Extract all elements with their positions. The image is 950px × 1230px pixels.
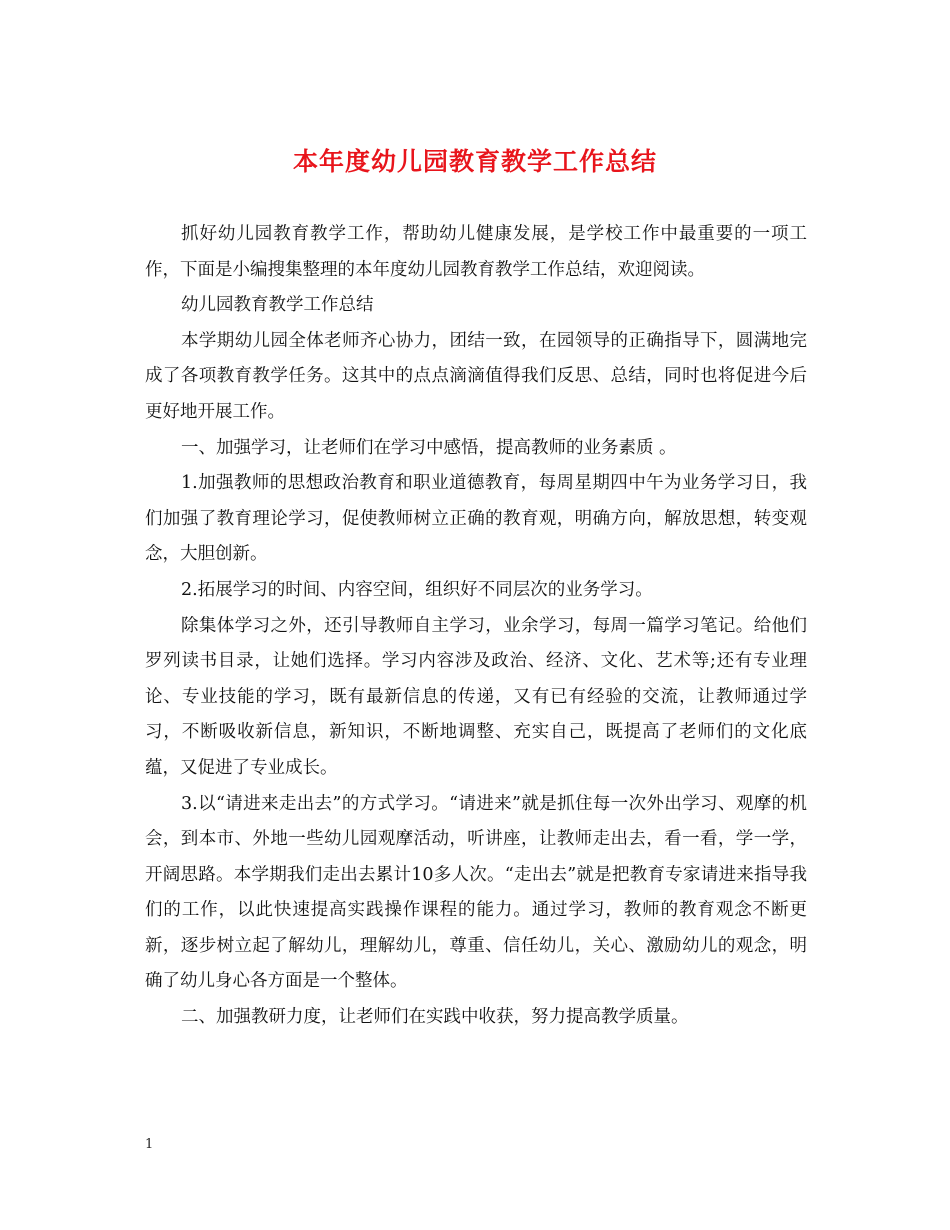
- section-heading-1: 一、加强学习，让老师们在学习中感悟，提高教师的业务素质 。: [181, 437, 677, 458]
- paragraph-subtitle: 幼儿园教育教学工作总结: [181, 295, 374, 316]
- paragraph-item-2: 2.拓展学习的时间、内容空间，组织好不同层次的业务学习。: [181, 579, 653, 600]
- document-title: 本年度幼儿园教育教学工作总结: [292, 147, 657, 176]
- page-number: 1: [145, 1137, 154, 1152]
- document-body: [145, 217, 807, 1036]
- paragraph-item-1: 1.加强教师的思想政治教育和职业道德教育，每周星期四中午为业务学习日，我们加强了教育理论学习，促使教师树立正确的教育观，明确方向，解放思想，转变观念，大胆创新。: [145, 473, 807, 565]
- paragraph-overview: 本学期幼儿园全体老师齐心协力，团结一致，在园领导的正确指导下，圆满地完成了各项教育教学任务。这其中的点点滴滴值得我们反思、总结，同时也将促进今后更好地开展工作。: [145, 330, 807, 422]
- paragraph-self-study: 除集体学习之外，还引导教师自主学习，业余学习，每周一篇学习笔记。给他们罗列读书目录，让她们选择。学习内容涉及政治、经济、文化、艺术等;还有专业理论、专业技能的学习，既有最新信息的传递，又有已有经验的交流，让教师通过学习，不断吸收新信息，新知识，不断地调整、充实自己，既提高了老师们的文化底蕴，又促进了专业成长。: [145, 615, 807, 778]
- section-heading-2: 二、加强教研力度，让老师们在实践中收获，努力提高教学质量。: [181, 1007, 689, 1028]
- paragraph-item-3: 3.以“请进来走出去”的方式学习。“请进来”就是抓住每一次外出学习、观摩的机会，到本市、外地一些幼儿园观摩活动，听讲座，让教师走出去，看一看，学一学，开阔思路。本学期我们走出去累计10多人次。“走出去”就是把教育专家请进来指导我们的工作，以此快速提高实践操作课程的能力。通过学习，教师的教育观念不断更新，逐步树立起了解幼儿，理解幼儿，尊重、信任幼儿，关心、激励幼儿的观念，明确了幼儿身心各方面是一个整体。: [145, 793, 807, 992]
- paragraph-intro: 抓好幼儿园教育教学工作，帮助幼儿健康发展，是学校工作中最重要的一项工作，下面是小编搜集整理的本年度幼儿园教育教学工作总结，欢迎阅读。: [145, 224, 807, 280]
